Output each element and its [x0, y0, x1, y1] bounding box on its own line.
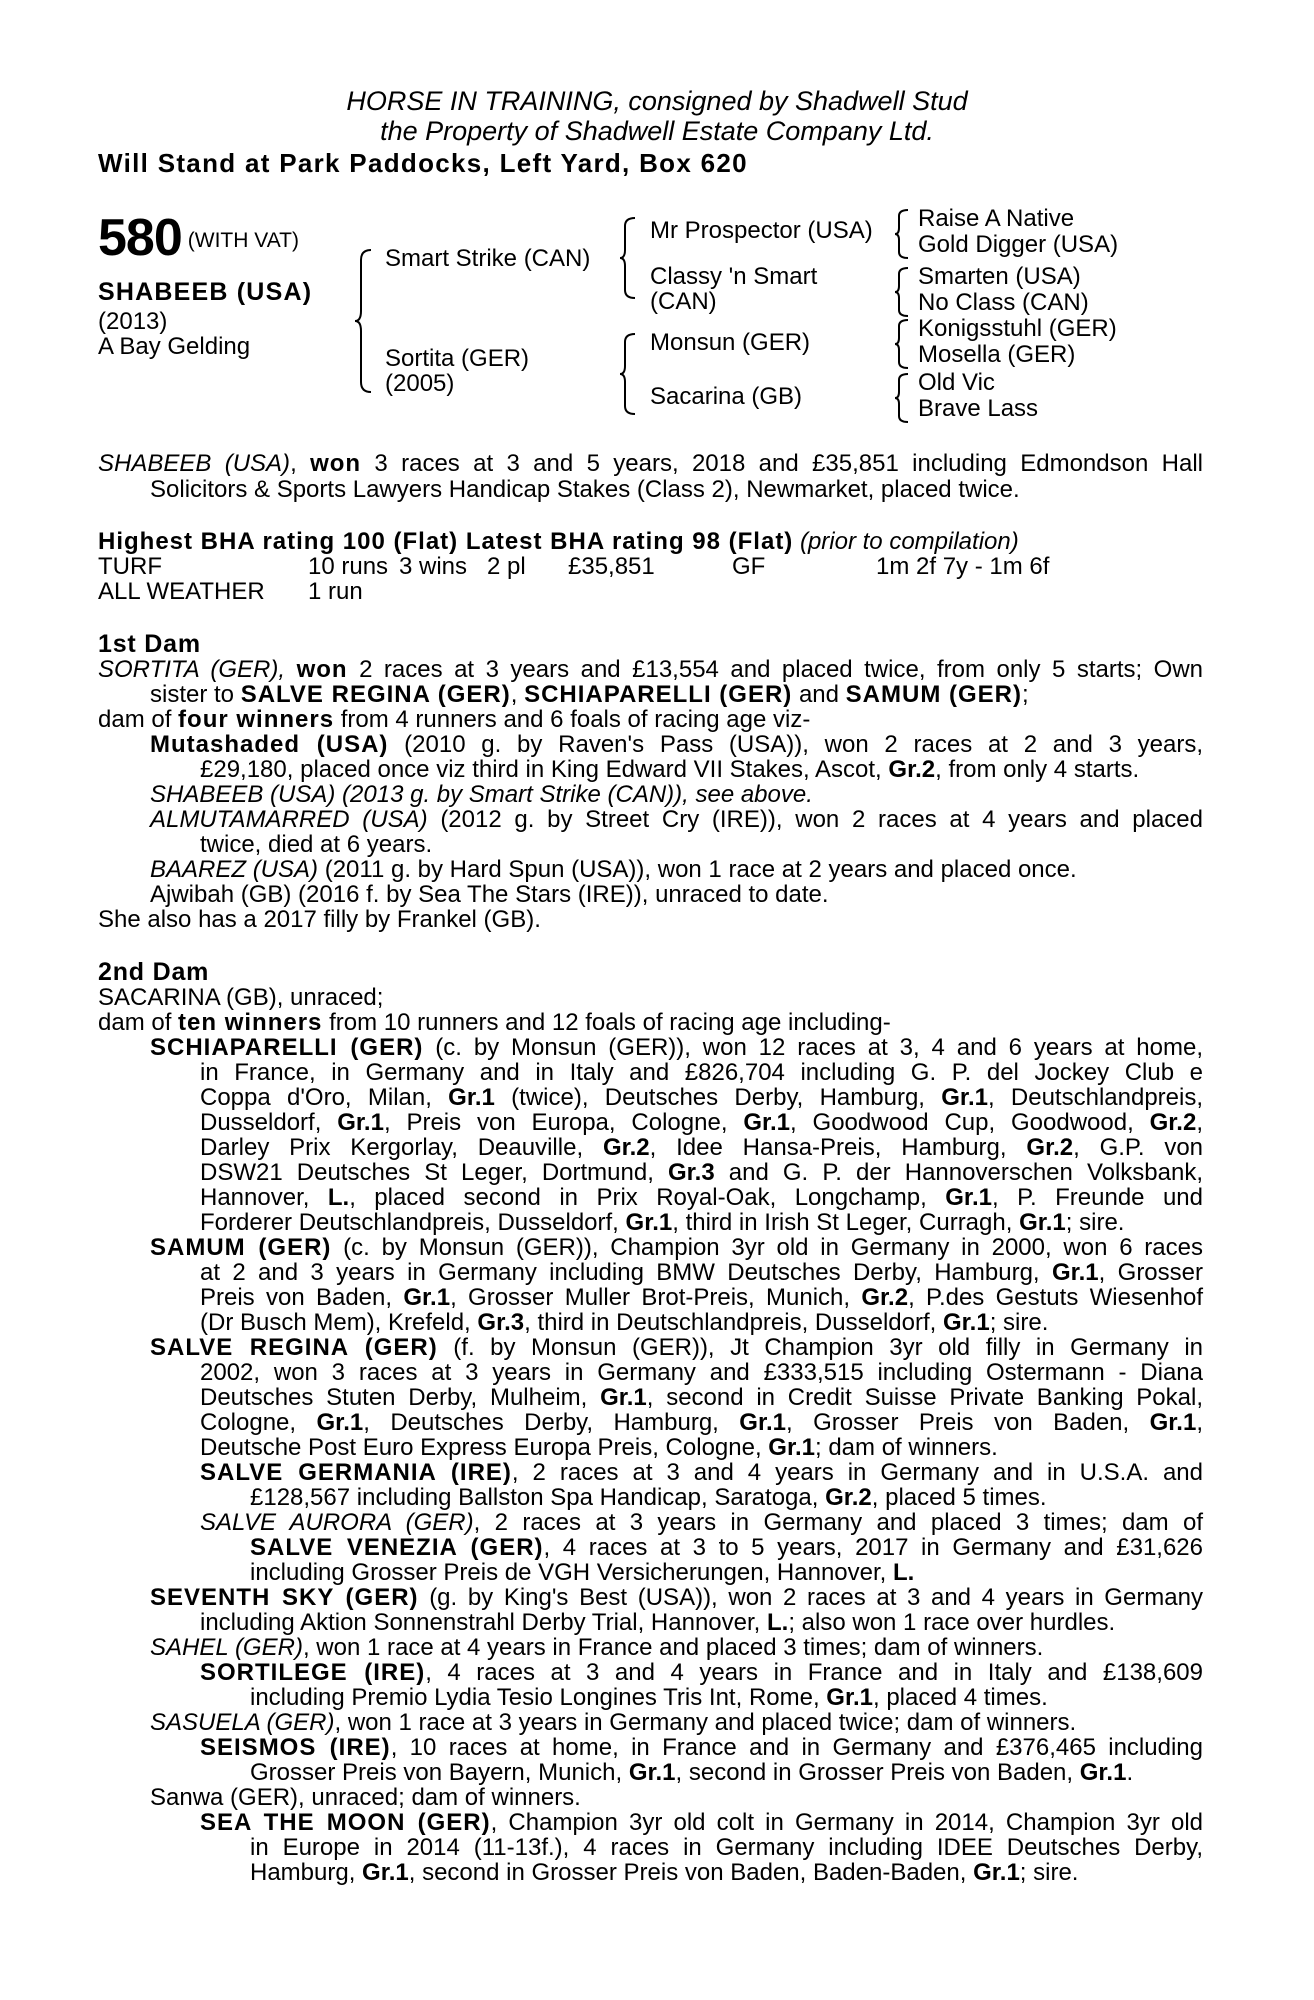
pedigree-sss: Raise A Native [918, 205, 1075, 232]
schiaparelli-line-6: DSW21 Deutsches St Leger, Dortmund, Gr.3 and G. P. der Hannoverschen Volksbank, [200, 1159, 1204, 1186]
pedigree-dam: Sortita (GER) [385, 345, 530, 372]
pedigree-dsd: Mosella (GER) [918, 341, 1076, 368]
schiaparelli-line-8: Forderer Deutschlandpreis, Dusseldorf, Gr.1, third in Irish St Leger, Curragh, Gr.1; sire. [200, 1209, 1125, 1236]
sanwa-entry: Sanwa (GER), unraced; dam of winners. [150, 1784, 581, 1811]
pedigree-brace-sire [620, 216, 638, 300]
second-dam-line-2: dam of ten winners from 10 runners and 12 foals of racing age including- [98, 1009, 891, 1036]
salve-regina-line-2: 2002, won 3 races at 3 years in Germany and £333,515 including Ostermann - Diana [200, 1359, 1203, 1386]
vat-note: (WITH VAT) [187, 229, 299, 252]
salve-venezia-line-2: including Grosser Preis de VGH Versicherungen, Hannover, L. [250, 1559, 915, 1586]
schiaparelli-line-4: Dusseldorf, Gr.1, Preis von Europa, Cologne, Gr.1, Goodwood Cup, Goodwood, Gr.2, [200, 1109, 1203, 1136]
progeny-mutashaded: Mutashaded (USA) (2010 g. by Raven's Pass (USA)), won 2 races at 2 and 3 years, [150, 731, 1204, 758]
salve-venezia-entry: SALVE VENEZIA (GER), 4 races at 3 to 5 years, 2017 in Germany and £31,626 [250, 1534, 1203, 1561]
seismos-line-2: Grosser Preis von Bayern, Munich, Gr.1, second in Grosser Preis von Baden, Gr.1. [250, 1759, 1134, 1786]
turf-placed: 2 pl [487, 553, 526, 580]
turf-runs: 10 runs [308, 553, 389, 580]
pedigree-sds: Smarten (USA) [918, 263, 1081, 290]
schiaparelli-line-7: Hannover, L., placed second in Prix Royal-Oak, Longchamp, Gr.1, P. Freunde und [200, 1184, 1203, 1211]
progeny-mutashaded-line-2: £29,180, placed once viz third in King Edward VII Stakes, Ascot, Gr.2, from only 4 starts. [200, 756, 1140, 783]
horse-year: (2013) [98, 308, 168, 335]
pedigree-brace-sd [895, 266, 911, 318]
turf-prize: £35,851 [568, 553, 655, 580]
first-dam-line-3: dam of four winners from 4 runners and 6 foals of racing age viz- [98, 706, 811, 733]
salve-aurora-entry: SALVE AURORA (GER), 2 races at 3 years in Germany and placed 3 times; dam of [200, 1509, 1203, 1536]
turf-distance: 1m 2f 7y - 1m 6f [876, 553, 1050, 580]
turf-going: GF [732, 553, 766, 580]
pedigree-dam-dam: Sacarina (GB) [650, 383, 803, 410]
seventh-sky-line-2: including Aktion Sonnenstrahl Derby Trial, Hannover, L.; also won 1 race over hurdles. [200, 1609, 1116, 1636]
progeny-almutamarred-line-2: twice, died at 6 years. [200, 831, 433, 858]
pedigree-sdd: No Class (CAN) [918, 289, 1089, 316]
pedigree-dam-year: (2005) [385, 370, 455, 397]
sasuela-entry: SASUELA (GER), won 1 race at 3 years in Germany and placed twice; dam of winners. [150, 1709, 1077, 1736]
pedigree-sire-dam-line2: (CAN) [650, 288, 717, 315]
horse-name: SHABEEB (USA) [98, 278, 313, 306]
lot-number [98, 208, 299, 268]
second-dam-heading: 2nd Dam [98, 958, 210, 986]
pedigree-brace-dam [620, 332, 638, 416]
samum-entry: SAMUM (GER) (c. by Monsun (GER)), Champion 3yr old in Germany in 2000, won 6 races [150, 1234, 1203, 1261]
turf-label: TURF [98, 553, 162, 580]
horse-description: A Bay Gelding [98, 333, 251, 360]
samum-line-2: at 2 and 3 years in Germany including BMW Deutsches Derby, Hamburg, Gr.1, Grosser [200, 1259, 1203, 1286]
first-dam-line-2: sister to SALVE REGINA (GER), SCHIAPARELLI (GER) and SAMUM (GER); [150, 681, 1029, 708]
consignor-line: HORSE IN TRAINING, consigned by Shadwell Stud [346, 86, 968, 116]
pedigree-brace-ss [895, 208, 911, 260]
salve-regina-entry: SALVE REGINA (GER) (f. by Monsun (GER)), Jt Champion 3yr old filly in Germany in [150, 1334, 1204, 1361]
salve-germania-entry: SALVE GERMANIA (IRE), 2 races at 3 and 4 years in Germany and in U.S.A. and [200, 1459, 1203, 1486]
pedigree-ssd: Gold Digger (USA) [918, 231, 1119, 258]
first-dam-line-1: SORTITA (GER), won 2 races at 3 years and £13,554 and placed twice, from only 5 starts; Own [98, 656, 1204, 683]
sahel-entry: SAHEL (GER), won 1 race at 4 years in France and placed 3 times; dam of winners. [150, 1634, 1044, 1661]
summary-line-2: Solicitors & Sports Lawyers Handicap Stakes (Class 2), Newmarket, placed twice. [150, 476, 1020, 503]
pedigree-sire-dam-line1: Classy 'n Smart [650, 263, 818, 290]
pedigree-ddd: Brave Lass [918, 395, 1039, 422]
pedigree-brace-ds [895, 318, 911, 370]
pedigree-sire: Smart Strike (CAN) [385, 245, 591, 272]
first-dam-closing: She also has a 2017 filly by Frankel (GB). [98, 906, 541, 933]
first-dam-heading: 1st Dam [98, 630, 201, 658]
summary-line-1: SHABEEB (USA), won 3 races at 3 and 5 years, 2018 and £35,851 including Edmondson Hall [98, 450, 1203, 477]
sortilege-entry: SORTILEGE (IRE), 4 races at 3 and 4 years in France and in Italy and £138,609 [200, 1659, 1203, 1686]
schiaparelli-line-2: in France, in Germany and in Italy and £826,704 including G. P. del Jockey Club e [200, 1059, 1203, 1086]
sortilege-line-2: including Premio Lydia Tesio Longines Tris Int, Rome, Gr.1, placed 4 times. [250, 1684, 1048, 1711]
samum-line-3: Preis von Baden, Gr.1, Grosser Muller Brot-Preis, Munich, Gr.2, P.des Gestuts Wiesenhof [200, 1284, 1204, 1311]
ratings-heading: Highest BHA rating 100 (Flat) Latest BHA rating 98 (Flat) (prior to compilation) [98, 528, 1019, 555]
schiaparelli-entry: SCHIAPARELLI (GER) (c. by Monsun (GER)), won 12 races at 3, 4 and 6 years at home, [150, 1034, 1204, 1061]
second-dam-line-1: SACARINA (GB), unraced; [98, 984, 384, 1011]
salve-regina-line-4: Cologne, Gr.1, Deutsches Derby, Hamburg, Gr.1, Grosser Preis von Baden, Gr.1, [200, 1409, 1203, 1436]
sea-the-moon-entry: SEA THE MOON (GER), Champion 3yr old colt in Germany in 2014, Champion 3yr old [200, 1809, 1203, 1836]
progeny-almutamarred: ALMUTAMARRED (USA) (2012 g. by Street Cry (IRE)), won 2 races at 4 years and placed [150, 806, 1203, 833]
pedigree-brace-dd [895, 372, 911, 424]
schiaparelli-line-5: Darley Prix Kergorlay, Deauville, Gr.2, Idee Hansa-Preis, Hamburg, Gr.2, G.P. von [200, 1134, 1204, 1161]
sea-the-moon-line-2: in Europe in 2014 (11-13f.), 4 races in Germany including IDEE Deutsches Derby, [250, 1834, 1203, 1861]
pedigree-brace-main [355, 248, 375, 394]
pedigree-dam-sire: Monsun (GER) [650, 329, 811, 356]
schiaparelli-line-3: Coppa d'Oro, Milan, Gr.1 (twice), Deutsches Derby, Hamburg, Gr.1, Deutschlandpreis, [200, 1084, 1204, 1111]
salve-germania-line-2: £128,567 including Ballston Spa Handicap, Saratoga, Gr.2, placed 5 times. [250, 1484, 1047, 1511]
seismos-entry: SEISMOS (IRE), 10 races at home, in France and in Germany and £376,465 including [200, 1734, 1203, 1761]
property-line: the Property of Shadwell Estate Company Ltd. [380, 116, 934, 146]
salve-regina-line-3: Deutsches Stuten Derby, Mulheim, Gr.1, second in Credit Suisse Private Banking Pokal, [200, 1384, 1203, 1411]
pedigree-dss: Konigsstuhl (GER) [918, 315, 1117, 342]
aw-label: ALL WEATHER [98, 578, 265, 605]
progeny-baarez: BAAREZ (USA) (2011 g. by Hard Spun (USA)), won 1 race at 2 years and placed once. [150, 856, 1077, 883]
sea-the-moon-line-3: Hamburg, Gr.1, second in Grosser Preis von Baden, Baden-Baden, Gr.1; sire. [250, 1859, 1079, 1886]
aw-runs: 1 run [308, 578, 363, 605]
pedigree-dds: Old Vic [918, 369, 995, 396]
turf-wins: 3 wins [399, 553, 468, 580]
lot-number-value: 580 [98, 209, 182, 267]
progeny-shabeeb: SHABEEB (USA) (2013 g. by Smart Strike (CAN)), see above. [150, 781, 813, 808]
salve-regina-line-5: Deutsche Post Euro Express Europa Preis, Cologne, Gr.1; dam of winners. [200, 1434, 998, 1461]
progeny-ajwibah: Ajwibah (GB) (2016 f. by Sea The Stars (IRE)), unraced to date. [150, 881, 829, 908]
pedigree-sire-sire: Mr Prospector (USA) [650, 217, 873, 244]
seventh-sky-entry: SEVENTH SKY (GER) (g. by King's Best (USA)), won 2 races at 3 and 4 years in Germany [150, 1584, 1203, 1611]
samum-line-4: (Dr Busch Mem), Krefeld, Gr.3, third in Deutschlandpreis, Dusseldorf, Gr.1; sire. [200, 1309, 1049, 1336]
stand-line: Will Stand at Park Paddocks, Left Yard, Box 620 [98, 148, 748, 178]
